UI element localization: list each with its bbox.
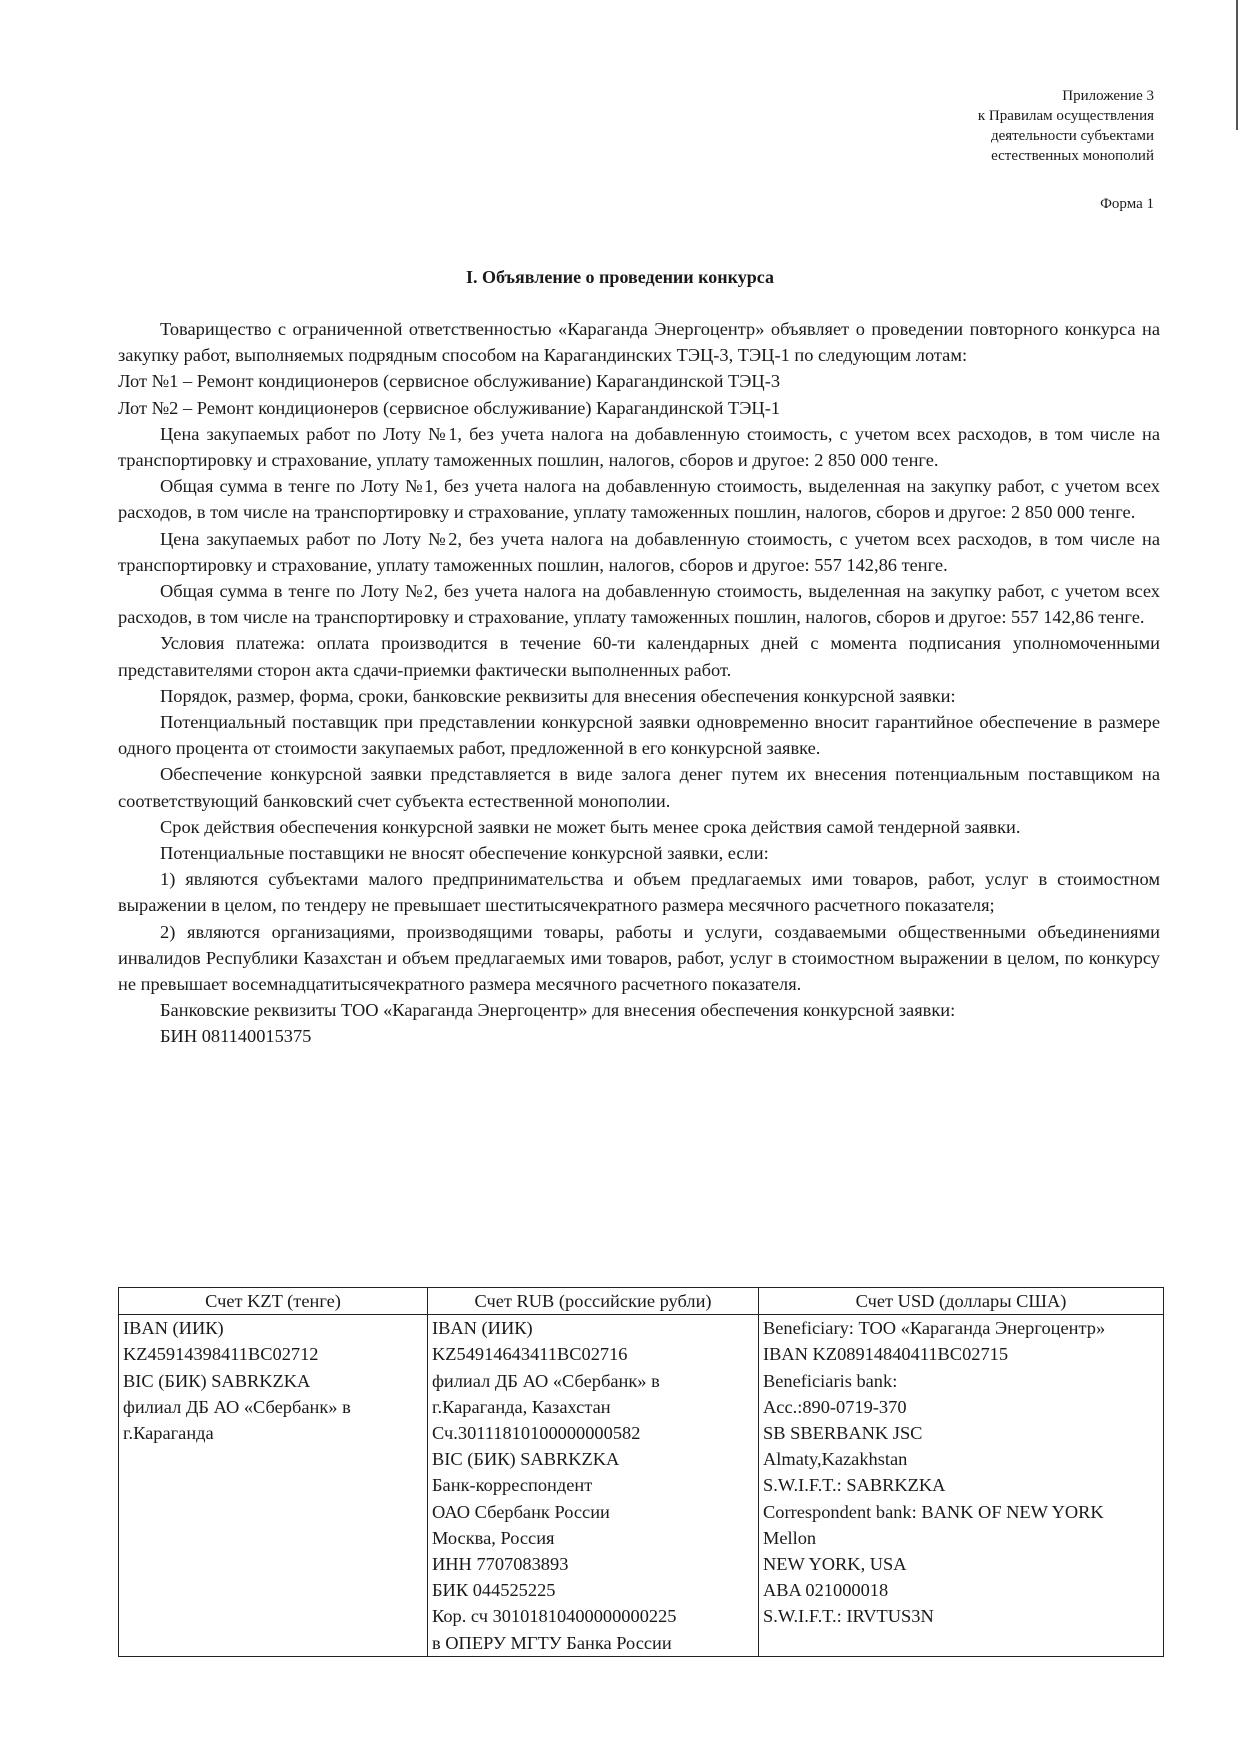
paragraph: Товарищество с ограниченной ответственностью «Караганда Энергоцентр» объявляет о проведении повторного конкурса на закупку работ, выполняемых подрядным способом на Карагандинских ТЭЦ-3, ТЭЦ-1 по следующим лотам: bbox=[118, 319, 1160, 366]
paragraph: Общая сумма в тенге по Лоту №2, без учета налога на добавленную стоимость, выделенная на закупку работ, с учетом всех расходов, в том числе на транспортировку и страхование, уплату таможенных пошлин, налогов, сборов и другое: 557 142,86 тенге. bbox=[118, 581, 1160, 628]
annex-line: к Правилам осуществления bbox=[977, 108, 1154, 124]
column-header-usd: Счет USD (доллары США) bbox=[759, 1288, 1164, 1315]
bank-detail-line: ABA 021000018 bbox=[763, 1580, 889, 1601]
bank-detail-line: IBAN (ИИК) bbox=[123, 1318, 224, 1339]
bank-detail-line: ОАО Сбербанк России bbox=[432, 1501, 610, 1522]
bank-detail-line: IBAN KZ08914840411BC02715 bbox=[763, 1344, 1009, 1365]
bank-detail-line: Кор. сч 30101810400000000225 bbox=[432, 1606, 677, 1627]
bank-detail-line: ИНН 7707083893 bbox=[432, 1554, 569, 1575]
paragraph: Лот №2 – Ремонт кондиционеров (сервисное обслуживание) Карагандинской ТЭЦ-1 bbox=[118, 397, 781, 418]
bank-detail-line: филиал ДБ АО «Сбербанк» в г.Караганда bbox=[123, 1396, 351, 1444]
paragraph: 2) являются организациями, производящими товары, работы и услуги, создаваемыми общественными объединениями инвалидов Республики Казахстан и объем предлагаемых ими товаров, работ, услуг в стоимостном выражении в целом, по конкурсу не превышает восемнадцатитысячекратного размера месячного расчетного показателя. bbox=[118, 921, 1160, 995]
bank-detail-line: Correspondent bank: BANK OF NEW YORK Mellon bbox=[763, 1501, 1104, 1548]
bank-detail-line: Beneficiary: ТОО «Караганда Энергоцентр» bbox=[763, 1318, 1106, 1339]
annex-line: деятельности субъектами bbox=[990, 128, 1154, 144]
paragraph: Потенциальный поставщик при представлении конкурсной заявки одновременно вносит гарантийное обеспечение в размере одного процента от стоимости закупаемых работ, предложенной в его конкурсной заявке. bbox=[118, 712, 1160, 759]
bank-detail-line: БИК 044525225 bbox=[432, 1580, 556, 1601]
bank-detail-line: KZ45914398411BC02712 bbox=[123, 1344, 319, 1365]
paragraph: Цена закупаемых работ по Лоту №1, без учета налога на добавленную стоимость, с учетом всех расходов, в том числе на транспортировку и страхование, уплату таможенных пошлин, налогов, сборов и другое: 2 850 000 тенге. bbox=[118, 423, 1160, 471]
paragraph: Условия платежа: оплата производится в течение 60-ти календарных дней с момента подписания уполномоченными представителями сторон акта сдачи-приемки фактически выполненных работ. bbox=[118, 633, 1160, 680]
paragraph: Порядок, размер, форма, сроки, банковские реквизиты для внесения обеспечения конкурсной заявки: bbox=[160, 685, 956, 706]
bank-detail-line: BIC (БИК) SABRKZKA bbox=[123, 1370, 311, 1391]
bank-detail-line: Acc.:890-0719-370 bbox=[763, 1396, 907, 1417]
paragraph: Общая сумма в тенге по Лоту №1, без учета налога на добавленную стоимость, выделенная на закупку работ, с учетом всех расходов, в том числе на транспортировку и страхование, уплату таможенных пошлин, налогов, сборов и другое: 2 850 000 тенге. bbox=[118, 476, 1160, 523]
table-row bbox=[119, 1315, 1164, 1657]
bank-detail-line: Москва, Россия bbox=[432, 1527, 555, 1548]
bank-detail-line: Банк-корреспондент bbox=[432, 1475, 593, 1496]
cell-kzt-account bbox=[119, 1315, 428, 1657]
bank-detail-line: Beneficiaris bank: bbox=[763, 1370, 898, 1391]
column-header-kzt: Счет KZT (тенге) bbox=[119, 1288, 428, 1315]
bank-detail-line: BIC (БИК) SABRKZKA bbox=[432, 1449, 620, 1470]
bank-detail-line: Almaty,Kazakhstan bbox=[763, 1449, 908, 1470]
annex-line: естественных монополий bbox=[991, 148, 1154, 164]
paragraph: Срок действия обеспечения конкурсной заявки не может быть менее срока действия самой тендерной заявки. bbox=[160, 816, 1021, 837]
table-header-row bbox=[119, 1288, 1164, 1315]
document-title: I. Объявление о проведении конкурса bbox=[465, 267, 775, 287]
bank-detail-line: в ОПЕРУ МГТУ Банка России bbox=[432, 1632, 672, 1653]
bank-detail-line: Сч.30111810100000000582 bbox=[432, 1423, 641, 1444]
paragraph: Потенциальные поставщики не вносят обеспечение конкурсной заявки, если: bbox=[160, 843, 769, 864]
bank-detail-line: филиал ДБ АО «Сбербанк» в г.Караганда, Казахстан bbox=[432, 1370, 660, 1417]
paragraph: Обеспечение конкурсной заявки представляется в виде залога денег путем их внесения потенциальным поставщиком на соответствующий банковский счет субъекта естественной монополии. bbox=[118, 764, 1160, 811]
bank-detail-line: IBAN (ИИК) bbox=[432, 1318, 533, 1339]
body-text bbox=[118, 316, 1160, 1050]
paragraph: БИН 081140015375 bbox=[160, 1026, 312, 1047]
paragraph: Банковские реквизиты ТОО «Караганда Энергоцентр» для внесения обеспечения конкурсной заявки: bbox=[160, 1000, 956, 1021]
paragraph: Лот №1 – Ремонт кондиционеров (сервисное обслуживание) Карагандинской ТЭЦ-3 bbox=[118, 371, 781, 392]
bank-detail-line: NEW YORK, USA bbox=[763, 1554, 907, 1575]
bank-detail-line: SB SBERBANK JSC bbox=[763, 1423, 923, 1444]
cell-usd-account bbox=[759, 1315, 1164, 1657]
bank-detail-line: KZ54914643411BC02716 bbox=[432, 1344, 628, 1365]
paragraph: 1) являются субъектами малого предпринимательства и объем предлагаемых ими товаров, работ, услуг в стоимостном выражении в целом, по тендеру не превышает шеститысячекратного размера месячного расчетного показателя; bbox=[118, 869, 1160, 916]
annex-line: Приложение 3 bbox=[1062, 88, 1154, 104]
cell-rub-account bbox=[428, 1315, 759, 1657]
paragraph: Цена закупаемых работ по Лоту №2, без учета налога на добавленную стоимость, с учетом всех расходов, в том числе на транспортировку и страхование, уплату таможенных пошлин, налогов, сборов и другое: 557 142,86 тенге. bbox=[118, 528, 1160, 575]
bank-detail-line: S.W.I.F.T.: IRVTUS3N bbox=[763, 1606, 934, 1627]
scan-edge-mark bbox=[1236, 0, 1238, 130]
bank-detail-line: S.W.I.F.T.: SABRKZKA bbox=[763, 1475, 946, 1496]
form-label: Форма 1 bbox=[1100, 196, 1154, 212]
bank-details-table bbox=[118, 1287, 1164, 1657]
column-header-rub: Счет RUB (российские рубли) bbox=[428, 1288, 759, 1315]
annex-header bbox=[978, 86, 1154, 166]
